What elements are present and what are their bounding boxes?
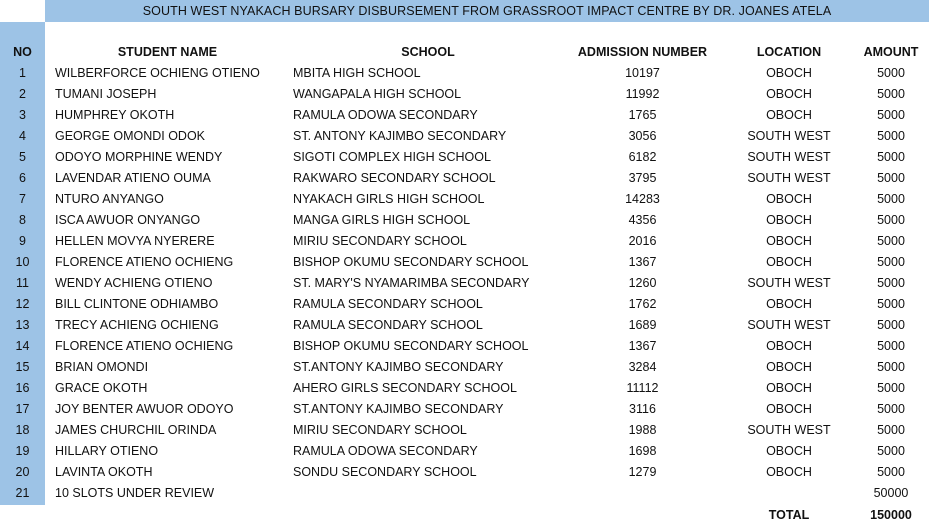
row-no: 8 (19, 213, 26, 227)
row-no: 10 (15, 255, 30, 269)
school-cell: WANGAPALA HIGH SCHOOL (293, 87, 462, 101)
row-no: 20 (15, 465, 30, 479)
admission-number-cell: 2016 (628, 234, 657, 248)
table-row (0, 420, 929, 441)
student-name-cell: JAMES CHURCHIL ORINDA (55, 423, 217, 437)
header-location: LOCATION (756, 45, 822, 59)
school-cell: BISHOP OKUMU SECONDARY SCHOOL (293, 339, 529, 353)
student-name-cell: TUMANI JOSEPH (55, 87, 157, 101)
row-no: 17 (15, 402, 30, 416)
location-cell: OBOCH (766, 381, 812, 395)
location-cell: SOUTH WEST (747, 423, 831, 437)
table-row (0, 105, 929, 126)
student-name-cell: JOY BENTER AWUOR ODOYO (55, 402, 234, 416)
header-school: SCHOOL (401, 45, 455, 59)
school-cell: SONDU SECONDARY SCHOOL (293, 465, 477, 479)
row-no: 6 (19, 171, 26, 185)
admission-number-cell: 14283 (625, 192, 660, 206)
location-cell: OBOCH (766, 444, 812, 458)
amount-cell: 5000 (877, 171, 905, 185)
amount-cell: 5000 (877, 87, 905, 101)
table-row (0, 441, 929, 462)
table-row (0, 294, 929, 315)
admission-number-cell: 1765 (628, 108, 657, 122)
school-cell: MANGA GIRLS HIGH SCHOOL (293, 213, 471, 227)
amount-cell: 5000 (877, 318, 905, 332)
school-cell: RAMULA ODOWA SECONDARY (293, 108, 478, 122)
table-row (0, 483, 929, 504)
row-no: 4 (19, 129, 26, 143)
student-name-cell: HILLARY OTIENO (55, 444, 159, 458)
location-cell: OBOCH (766, 360, 812, 374)
row-no: 19 (15, 444, 30, 458)
admission-number-cell: 4356 (628, 213, 657, 227)
header-amount: AMOUNT (863, 45, 919, 59)
table-row (0, 231, 929, 252)
table-row (0, 168, 929, 189)
table-row (0, 84, 929, 105)
row-no: 9 (19, 234, 26, 248)
location-cell: SOUTH WEST (747, 276, 831, 290)
row-no: 13 (15, 318, 30, 332)
student-name-cell: FLORENCE ATIENO OCHIENG (55, 339, 234, 353)
header-student-name: STUDENT NAME (117, 45, 218, 59)
table-row (0, 147, 929, 168)
student-name-cell: ISCA AWUOR ONYANGO (55, 213, 201, 227)
school-cell: RAMULA ODOWA SECONDARY (293, 444, 478, 458)
student-name-cell: TRECY ACHIENG OCHIENG (55, 318, 219, 332)
location-cell: OBOCH (766, 465, 812, 479)
amount-cell: 5000 (877, 234, 905, 248)
student-name-cell: WENDY ACHIENG OTIENO (55, 276, 213, 290)
row-no: 1 (19, 66, 26, 80)
row-no: 15 (15, 360, 30, 374)
admission-number-cell: 3116 (629, 402, 656, 416)
admission-number-cell: 10197 (625, 66, 660, 80)
total-row (0, 505, 929, 526)
amount-cell: 5000 (877, 423, 905, 437)
admission-number-cell: 1260 (628, 276, 657, 290)
table-row (0, 273, 929, 294)
admission-number-cell: 3795 (628, 171, 657, 185)
amount-cell: 50000 (873, 486, 909, 500)
amount-cell: 5000 (877, 339, 905, 353)
location-cell: OBOCH (766, 297, 812, 311)
location-cell: SOUTH WEST (747, 150, 831, 164)
amount-cell: 5000 (877, 255, 905, 269)
school-cell: AHERO GIRLS SECONDARY SCHOOL (293, 381, 517, 395)
location-cell: OBOCH (766, 339, 812, 353)
school-cell: RAMULA SECONDARY SCHOOL (293, 318, 483, 332)
student-name-cell: BILL CLINTONE ODHIAMBO (55, 297, 219, 311)
amount-cell: 5000 (877, 129, 905, 143)
table-row (0, 357, 929, 378)
table-row (0, 399, 929, 420)
student-name-cell: 10 SLOTS UNDER REVIEW (55, 486, 215, 500)
school-cell: ST. MARY'S NYAMARIMBA SECONDARY (293, 276, 530, 290)
admission-number-cell: 1988 (628, 423, 657, 437)
student-name-cell: GEORGE OMONDI ODOK (55, 129, 206, 143)
location-cell: SOUTH WEST (747, 318, 831, 332)
table-row (0, 210, 929, 231)
header-no: NO (13, 45, 32, 59)
row-no: 11 (16, 276, 29, 290)
student-name-cell: FLORENCE ATIENO OCHIENG (55, 255, 234, 269)
amount-cell: 5000 (877, 381, 905, 395)
admission-number-cell: 1279 (628, 465, 657, 479)
location-cell: OBOCH (766, 213, 812, 227)
amount-cell: 5000 (877, 444, 905, 458)
school-cell: SIGOTI COMPLEX HIGH SCHOOL (293, 150, 491, 164)
location-cell: OBOCH (766, 234, 812, 248)
location-cell: OBOCH (766, 192, 812, 206)
amount-cell: 5000 (877, 276, 905, 290)
admission-number-cell: 1762 (628, 297, 657, 311)
table-row (0, 126, 929, 147)
school-cell: ST.ANTONY KAJIMBO SECONDARY (293, 360, 504, 374)
amount-cell: 5000 (877, 108, 905, 122)
admission-number-cell: 1367 (628, 255, 657, 269)
header-admission-number: ADMISSION NUMBER (577, 45, 708, 59)
location-cell: OBOCH (766, 87, 812, 101)
admission-number-cell: 11112 (626, 381, 659, 395)
total-amount: 150000 (870, 508, 912, 522)
amount-cell: 5000 (877, 213, 905, 227)
student-name-cell: HELLEN MOVYA NYERERE (55, 234, 215, 248)
table-row (0, 63, 929, 84)
row-no: 16 (15, 381, 30, 395)
school-cell: RAMULA SECONDARY SCHOOL (293, 297, 483, 311)
location-cell (735, 483, 843, 504)
admission-number-cell: 6182 (628, 150, 657, 164)
student-name-cell: LAVENDAR ATIENO OUMA (55, 171, 211, 185)
row-no: 14 (15, 339, 30, 353)
row-no: 7 (19, 192, 26, 206)
student-name-cell: NTURO ANYANGO (55, 192, 164, 206)
school-cell: NYAKACH GIRLS HIGH SCHOOL (293, 192, 485, 206)
sheet-title: SOUTH WEST NYAKACH BURSARY DISBURSEMENT FROM GRASSROOT IMPACT CENTRE BY DR. JOANES ATELA (45, 0, 929, 22)
school-cell (293, 483, 553, 504)
school-cell: ST.ANTONY KAJIMBO SECONDARY (293, 402, 504, 416)
amount-cell: 5000 (877, 297, 905, 311)
row-no: 12 (15, 297, 30, 311)
school-cell: BISHOP OKUMU SECONDARY SCHOOL (293, 255, 529, 269)
student-name-cell: WILBERFORCE OCHIENG OTIENO (55, 66, 260, 80)
header-row (0, 42, 929, 63)
table-row (0, 462, 929, 483)
admission-number-cell (570, 483, 715, 504)
school-cell: RAKWARO SECONDARY SCHOOL (293, 171, 496, 185)
school-cell: MBITA HIGH SCHOOL (293, 66, 421, 80)
admission-number-cell: 3056 (628, 129, 657, 143)
amount-cell: 5000 (877, 360, 905, 374)
table-row (0, 189, 929, 210)
student-name-cell: GRACE OKOTH (55, 381, 148, 395)
table-row (0, 378, 929, 399)
admission-number-cell: 1689 (628, 318, 657, 332)
student-name-cell: BRIAN OMONDI (55, 360, 149, 374)
admission-number-cell: 3284 (628, 360, 657, 374)
row-no: 2 (19, 87, 26, 101)
amount-cell: 5000 (877, 192, 905, 206)
location-cell: OBOCH (766, 402, 812, 416)
amount-cell: 5000 (877, 66, 905, 80)
row-no: 21 (15, 486, 30, 500)
school-cell: MIRIU SECONDARY SCHOOL (293, 234, 467, 248)
total-label: TOTAL (768, 508, 810, 522)
location-cell: OBOCH (766, 255, 812, 269)
row-no: 5 (19, 150, 26, 164)
row-no: 18 (15, 423, 30, 437)
amount-cell: 5000 (877, 465, 905, 479)
row-no: 3 (19, 108, 26, 122)
location-cell: OBOCH (766, 108, 812, 122)
student-name-cell: HUMPHREY OKOTH (55, 108, 175, 122)
table-row (0, 336, 929, 357)
amount-cell: 5000 (877, 402, 905, 416)
admission-number-cell: 1367 (628, 339, 657, 353)
admission-number-cell: 1698 (628, 444, 657, 458)
table-row (0, 252, 929, 273)
student-name-cell: LAVINTA OKOTH (55, 465, 153, 479)
admission-number-cell: 11992 (625, 87, 660, 101)
location-cell: OBOCH (766, 66, 812, 80)
student-name-cell: ODOYO MORPHINE WENDY (55, 150, 223, 164)
table-row (0, 315, 929, 336)
amount-cell: 5000 (877, 150, 905, 164)
school-cell: ST. ANTONY KAJIMBO SECONDARY (293, 129, 507, 143)
school-cell: MIRIU SECONDARY SCHOOL (293, 423, 467, 437)
location-cell: SOUTH WEST (747, 129, 831, 143)
location-cell: SOUTH WEST (747, 171, 831, 185)
